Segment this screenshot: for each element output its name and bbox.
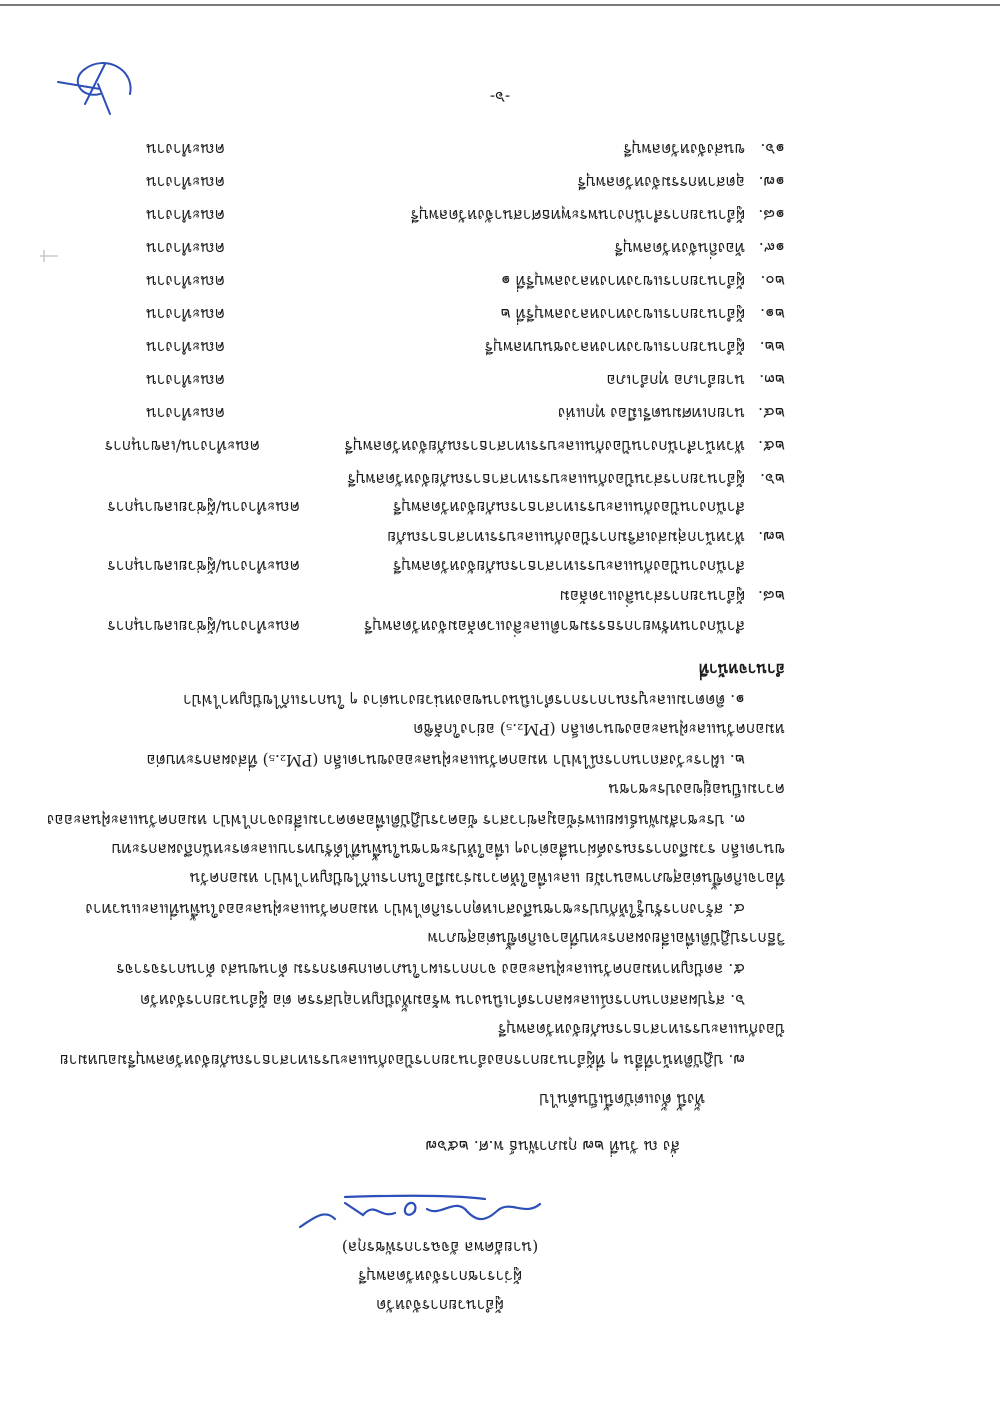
duty-line: ๖. สรุปผลสถานการณ์และผลการดำเนินงาน พร้อมทั้งปัญหาอุปสรรค ต่อ ผู้อำนวยการจังหวัด	[140, 991, 745, 1009]
member-name: หัวหน้าสำนักงานป้องกันและบรรเทาสาธารณภัยจังหวัดลพบุรี	[344, 437, 745, 455]
member-no: ๒๑.	[760, 305, 785, 323]
duty-line: ความเป็นอยู่ของประชาชน	[608, 780, 785, 798]
member-no: ๒๗.	[758, 528, 785, 546]
member-role: คณะทำงาน	[146, 371, 225, 389]
member-role: คณะทำงาน	[146, 173, 225, 191]
member-no: ๒๖.	[760, 470, 785, 488]
member-name: หัวหน้ากลุ่มส่งเสริมการป้องกันและบรรเทาสาธารณภัย	[387, 528, 745, 546]
member-role: คณะทำงาน/ผู้ช่วยเลขานุการ	[107, 557, 300, 575]
signature-mark	[295, 1184, 545, 1239]
member-role: คณะทำงาน	[146, 404, 225, 422]
member-role: คณะทำงาน	[146, 272, 225, 290]
member-role: คณะทำงาน	[146, 239, 225, 257]
duty-line: ๓. ประชาสัมพันธ์เผยแพร่ข้อมูลข่าวสาร ข้อควรปฏิบัติเพื่อลดความเสี่ยงจากไฟป่า หมอกควันและฝุ่นละออง	[46, 811, 745, 829]
effective-clause: ทั้งนี้ ตั้งแต่บัดนี้เป็นต้นไป	[539, 1090, 705, 1108]
duty-line: ที่อาจเกิดขึ้นต่อสุขภาพอนามัย และเพื่อให้ความร่วมมือในการแก้ไขปัญหาไฟป่า หมอกควัน	[189, 869, 785, 887]
member-name: นายอำเภอ ทุกอำเภอ	[606, 371, 745, 389]
scan-speck	[30, 246, 60, 266]
member-name: ท้องถิ่นจังหวัดลพบุรี	[614, 239, 745, 257]
member-no: ๒๔.	[758, 404, 785, 422]
member-no: ๒๐.	[760, 272, 785, 290]
duty-line: ๔. สร้างการรับรู้ให้กับประชาชนถึงสาเหตุการเกิดไฟป่า หมอกควันและฝุ่นละอองในพื้นที่และแนวทาง	[85, 900, 745, 918]
member-no: ๑๗.	[758, 173, 785, 191]
duty-line: ขนาดเล็ก รวมถึงการรณรงค์ผ่านสื่อต่างๆ เพื่อให้ประชาชนในพื้นที่ได้รับทราบและตระหนักถึงผลกระทบ	[111, 840, 785, 858]
member-name: ผู้อำนวยการแขวงทางหลวงลพบุรีที่ ๑	[500, 272, 745, 290]
member-no: ๑๖.	[760, 140, 785, 158]
duty-line: วิธีการปฏิบัติเพื่อเลี่ยงผลกระทบที่อาจเกิดขึ้นต่อสุขภาพ	[427, 929, 785, 947]
member-no: ๑๙.	[758, 239, 785, 257]
page-number: -๖-	[489, 88, 511, 106]
member-role: คณะทำงาน/ผู้ช่วยเลขานุการ	[107, 498, 300, 516]
signer-title: ผู้ว่าราชการจังหวัดลพบุรี	[358, 1267, 522, 1285]
duties-heading: อำนาจหน้าที่	[698, 660, 785, 679]
member-name-cont: สำนักงานป้องกันและบรรเทาสาธารณภัยจังหวัดลพบุรี	[392, 557, 745, 575]
duty-line: ๗. ปฏิบัติหน้าที่อื่น ๆ ที่ผู้อำนวยการกองอำนวยการป้องกันและบรรเทาสาธารณภัยจังหวัดลพบุรีมอบหมาย	[59, 1051, 745, 1069]
duty-line: หมอกควันและฝุ่นละอองขนาดเล็ก (PM₂.₅) อย่างใกล้ชิด	[413, 720, 785, 738]
member-name: ผู้อำนวยการแขวงทางหลวงชนบทลพบุรี	[484, 338, 745, 356]
member-role: คณะทำงาน/ผู้ช่วยเลขานุการ	[107, 617, 300, 635]
initials-mark	[50, 44, 140, 124]
member-role: คณะทำงาน	[146, 305, 225, 323]
duty-line: ๒. เฝ้าระวังสถานการณ์ไฟป่า หมอกควันและฝุ่นละอองขนาดเล็ก (PM₂.₅) ที่ส่งผลกระทบต่อ	[146, 751, 745, 769]
member-name: ผู้อำนวยการส่วนป้องกันและบรรเทาสาธารณภัยจังหวัดลพบุรี	[347, 470, 745, 488]
member-name: นายกเทศมนตรีเมือง ทุกแห่ง	[557, 404, 745, 422]
member-name: ผู้อำนวยการส่วนสิ่งแวดล้อม	[559, 587, 745, 605]
member-role: คณะทำงาน/เลขานุการ	[104, 437, 260, 455]
member-no: ๒๘.	[757, 587, 785, 605]
ordered-date: สั่ง ณ วันที่ ๒๗ กุมภาพันธ์ พ.ศ. ๒๕๖๗	[425, 1137, 680, 1155]
member-no: ๒๕.	[758, 437, 785, 455]
member-role: คณะทำงาน	[146, 140, 225, 158]
member-no: ๒๒.	[759, 338, 785, 356]
signer-name: (นายอัคพล อัจฉรากรพัชรกุล)	[341, 1238, 539, 1256]
member-name-cont: สำนักงานทรัพยากรธรรมชาติและสิ่งแวดล้อมจังหวัดลพบุรี	[363, 617, 745, 635]
member-name: ผู้อำนวยการแขวงทางหลวงลพบุรีที่ ๒	[500, 305, 745, 323]
member-name: อุตสาหกรรมจังหวัดลพบุรี	[577, 173, 745, 191]
member-role: คณะทำงาน	[146, 206, 225, 224]
signer-title-2: ผู้อำนวยการจังหวัด	[376, 1296, 504, 1314]
member-no: ๑๘.	[758, 206, 785, 224]
member-role: คณะทำงาน	[146, 338, 225, 356]
member-name-cont: สำนักงานป้องกันและบรรเทาสาธารณภัยจังหวัดลพบุรี	[392, 498, 745, 516]
duty-line: ๕. ลดปัญหาหมอกควันและฝุ่นละออง จากการเผาในภาคเกษตรกรรม ด้านขนส่ง ด้านการจราจร	[116, 960, 745, 978]
member-name: ผู้อำนวยการสำนักงานพระพุทธศาสนาจังหวัดลพบุรี	[410, 206, 745, 224]
member-no: ๒๓.	[759, 371, 785, 389]
member-name: ขนส่งจังหวัดลพบุรี	[623, 140, 745, 158]
duty-line: ๑. ติดตามและบูรณาการการดำเนินงานของหน่วยงานต่าง ๆ ในการแก้ไขปัญหาไฟป่า	[183, 691, 745, 709]
duty-line: ป้องกันและบรรเทาสาธารณภัยจังหวัดลพบุรี	[497, 1020, 785, 1038]
